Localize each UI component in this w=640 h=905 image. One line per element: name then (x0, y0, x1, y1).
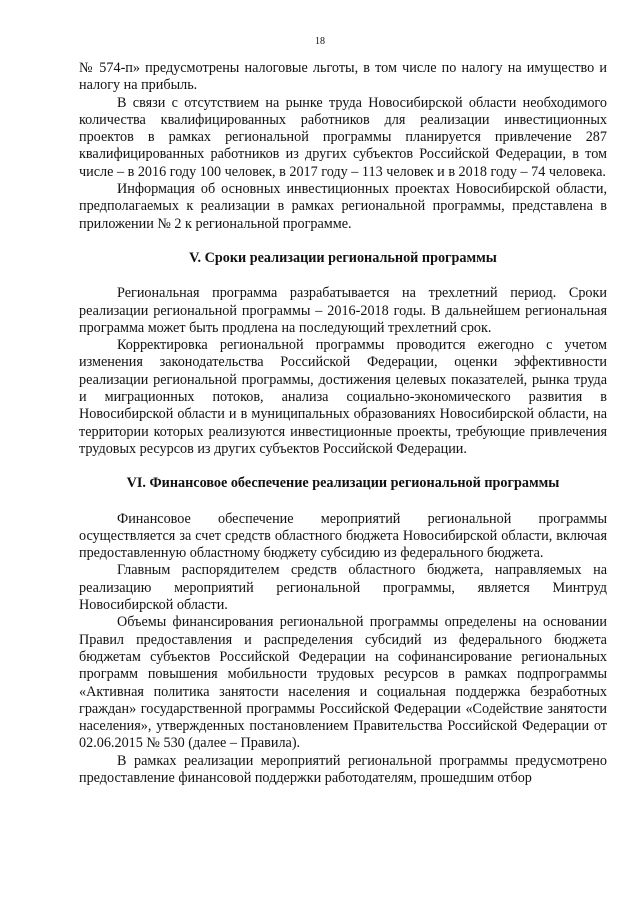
paragraph: Корректировка региональной программы проводится ежегодно с учетом изменения законодательства Российской Федерации, оценки эффективности реализации региональной программы, достижения целевых показателей, рынка труда и миграционных потоков, анализа социально-экономического развития в Новосибирской области и в муниципальных образованиях Новосибирской области, на территории которых реализуются инвестиционные проекты, требующие привлечения трудовых ресурсов из других субъектов Российской Федерации. (79, 337, 607, 457)
paragraph: В связи с отсутствием на рынке труда Новосибирской области необходимого количества квалифицированных работников для реализации инвестиционных проектов в рамках региональной программы планируется привлечение 287 квалифицированных работников из других субъектов Российской Федерации, в том числе – в 2016 году 100 человек, в 2017 году – 113 человек и в 2018 году – 74 человека. (79, 94, 607, 180)
paragraph: В рамках реализации мероприятий региональной программы предусмотрено предоставление финансовой поддержки работодателям, прошедшим отбор (79, 752, 607, 786)
paragraph: № 574-п» предусмотрены налоговые льготы, в том числе по налогу на имущество и налогу на прибыль. (79, 60, 607, 94)
spacer (79, 458, 607, 475)
spacer (79, 267, 607, 285)
paragraph: Финансовое обеспечение мероприятий региональной программы осуществляется за счет средств областного бюджета Новосибирской области, включая предоставленную областному бюджету субсидию из федерального бюджета. (79, 510, 607, 562)
paragraph: Информация об основных инвестиционных проектах Новосибирской области, предполагаемых к реализации в рамках региональной программы, представлена в приложении № 2 к региональной программе. (79, 181, 607, 232)
page-number: 18 (315, 36, 325, 47)
section-heading: VI. Финансовое обеспечение реализации региональной программы (126, 475, 560, 492)
paragraph: Объемы финансирования региональной программы определены на основании Правил предоставления и распределения субсидий из федерального бюджета бюджетам субъектов Российской Федерации на софинансирование региональных программ повышения мобильности трудовых ресурсов в рамках подпрограммы «Активная политика занятости населения и социальная поддержка безработных граждан» государственной программы Российской Федерации «Содействие занятости населения», утвержденных постановлением Правительства Российской Федерации от 02.06.2015 № 530 (далее – Правила). (79, 614, 607, 752)
document-body (79, 60, 607, 787)
paragraph: Региональная программа разрабатывается на трехлетний период. Сроки реализации региональной программы – 2016-2018 годы. В дальнейшем региональная программа может быть продлена на последующий трехлетний срок. (79, 285, 607, 336)
spacer (79, 233, 607, 250)
section-heading: V. Сроки реализации региональной программы (189, 249, 497, 266)
paragraph: Главным распорядителем средств областного бюджета, направляемых на реализацию мероприятий региональной программы, является Минтруд Новосибирской области. (79, 562, 607, 614)
spacer (79, 493, 607, 511)
